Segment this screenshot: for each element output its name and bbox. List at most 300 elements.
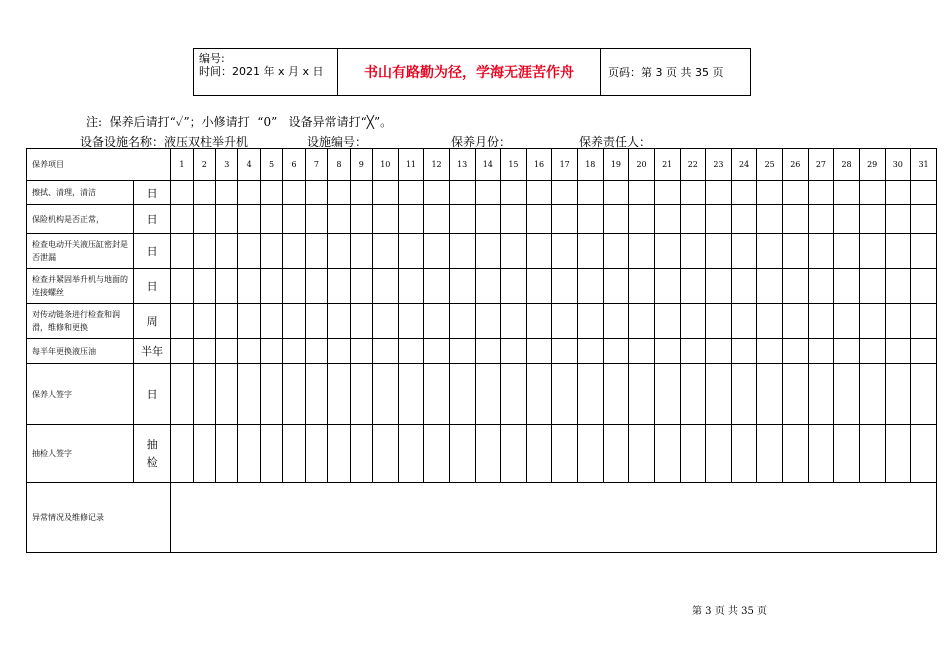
check-cell[interactable]: [398, 425, 424, 483]
check-cell[interactable]: [501, 205, 527, 234]
check-cell[interactable]: [706, 205, 732, 234]
check-cell[interactable]: [238, 205, 260, 234]
check-cell[interactable]: [283, 269, 305, 304]
check-cell[interactable]: [171, 364, 193, 425]
check-cell[interactable]: [654, 339, 680, 364]
check-cell[interactable]: [629, 339, 655, 364]
check-cell[interactable]: [885, 339, 911, 364]
check-cell[interactable]: [731, 425, 757, 483]
check-cell[interactable]: [603, 234, 629, 269]
check-cell[interactable]: [552, 364, 578, 425]
check-cell[interactable]: [424, 269, 450, 304]
check-cell[interactable]: [193, 304, 215, 339]
check-cell[interactable]: [629, 304, 655, 339]
check-cell[interactable]: [283, 181, 305, 205]
check-cell[interactable]: [808, 364, 834, 425]
check-cell[interactable]: [350, 181, 372, 205]
check-cell[interactable]: [706, 181, 732, 205]
check-cell[interactable]: [885, 425, 911, 483]
table-row: [27, 339, 937, 364]
day-header-7: 7: [305, 149, 327, 181]
check-cell[interactable]: [526, 304, 552, 339]
check-cell[interactable]: [373, 425, 399, 483]
check-cell[interactable]: [398, 205, 424, 234]
check-cell[interactable]: [260, 234, 282, 269]
check-cell[interactable]: [328, 234, 350, 269]
check-cell[interactable]: [260, 339, 282, 364]
maintenance-item: 检查电动开关液压缸密封是否泄漏: [27, 234, 134, 269]
check-cell[interactable]: [859, 304, 885, 339]
check-cell[interactable]: [193, 364, 215, 425]
check-cell[interactable]: [350, 269, 372, 304]
remarks-row: [27, 483, 937, 553]
check-cell[interactable]: [911, 364, 937, 425]
check-cell[interactable]: [193, 234, 215, 269]
check-cell[interactable]: [578, 364, 604, 425]
check-cell[interactable]: [911, 339, 937, 364]
check-cell[interactable]: [373, 304, 399, 339]
check-cell[interactable]: [350, 205, 372, 234]
check-cell[interactable]: [885, 269, 911, 304]
check-cell[interactable]: [475, 304, 501, 339]
motto: 书山有路勤为径，学海无涯苦作舟: [338, 49, 601, 95]
check-cell[interactable]: [603, 364, 629, 425]
check-cell[interactable]: [603, 304, 629, 339]
check-cell[interactable]: [757, 234, 783, 269]
check-cell[interactable]: [216, 425, 238, 483]
check-cell[interactable]: [328, 425, 350, 483]
day-header-10: 10: [373, 149, 399, 181]
check-cell[interactable]: [629, 425, 655, 483]
day-header-9: 9: [350, 149, 372, 181]
day-header-15: 15: [501, 149, 527, 181]
day-header-13: 13: [449, 149, 475, 181]
check-cell[interactable]: [238, 425, 260, 483]
check-cell[interactable]: [757, 205, 783, 234]
number-label: 编号:: [199, 52, 225, 65]
check-cell[interactable]: [731, 269, 757, 304]
check-cell[interactable]: [808, 269, 834, 304]
check-cell[interactable]: [859, 425, 885, 483]
check-cell[interactable]: [193, 425, 215, 483]
check-cell[interactable]: [654, 425, 680, 483]
check-cell[interactable]: [424, 205, 450, 234]
check-cell[interactable]: [238, 234, 260, 269]
frequency: 日: [134, 234, 171, 269]
check-cell[interactable]: [783, 181, 809, 205]
day-header-30: 30: [885, 149, 911, 181]
remarks-field[interactable]: [171, 483, 937, 553]
check-cell[interactable]: [283, 234, 305, 269]
check-cell[interactable]: [171, 304, 193, 339]
check-cell[interactable]: [373, 269, 399, 304]
check-cell[interactable]: [834, 269, 860, 304]
check-cell[interactable]: [501, 425, 527, 483]
check-cell[interactable]: [834, 181, 860, 205]
table-header-row: [27, 149, 937, 181]
check-cell[interactable]: [449, 304, 475, 339]
check-cell[interactable]: [603, 181, 629, 205]
check-cell[interactable]: [424, 234, 450, 269]
check-cell[interactable]: [475, 269, 501, 304]
day-header-27: 27: [808, 149, 834, 181]
check-cell[interactable]: [731, 339, 757, 364]
check-cell[interactable]: [449, 339, 475, 364]
check-cell[interactable]: [238, 269, 260, 304]
check-cell[interactable]: [578, 181, 604, 205]
check-cell[interactable]: [911, 205, 937, 234]
check-cell[interactable]: [216, 364, 238, 425]
day-header-3: 3: [216, 149, 238, 181]
day-header-23: 23: [706, 149, 732, 181]
table-row: [27, 364, 937, 425]
check-cell[interactable]: [603, 425, 629, 483]
check-cell[interactable]: [911, 269, 937, 304]
check-cell[interactable]: [216, 181, 238, 205]
check-cell[interactable]: [424, 339, 450, 364]
check-cell[interactable]: [629, 269, 655, 304]
check-cell[interactable]: [171, 269, 193, 304]
check-cell[interactable]: [757, 304, 783, 339]
check-cell[interactable]: [680, 364, 706, 425]
check-cell[interactable]: [731, 304, 757, 339]
check-cell[interactable]: [706, 269, 732, 304]
day-header-25: 25: [757, 149, 783, 181]
check-cell[interactable]: [834, 304, 860, 339]
check-cell[interactable]: [260, 181, 282, 205]
check-cell[interactable]: [373, 181, 399, 205]
check-cell[interactable]: [911, 181, 937, 205]
check-cell[interactable]: [373, 364, 399, 425]
check-cell[interactable]: [501, 364, 527, 425]
check-cell[interactable]: [603, 205, 629, 234]
check-cell[interactable]: [475, 425, 501, 483]
check-cell[interactable]: [305, 181, 327, 205]
check-cell[interactable]: [757, 339, 783, 364]
frequency: 日: [134, 364, 171, 425]
check-cell[interactable]: [424, 364, 450, 425]
check-cell[interactable]: [552, 425, 578, 483]
check-cell[interactable]: [328, 304, 350, 339]
check-cell[interactable]: [859, 205, 885, 234]
table-row: [27, 425, 937, 483]
check-cell[interactable]: [834, 234, 860, 269]
check-cell[interactable]: [603, 339, 629, 364]
check-cell[interactable]: [449, 181, 475, 205]
check-cell[interactable]: [552, 205, 578, 234]
check-cell[interactable]: [373, 339, 399, 364]
check-cell[interactable]: [757, 269, 783, 304]
check-cell[interactable]: [449, 205, 475, 234]
check-cell[interactable]: [757, 181, 783, 205]
page-footer: 第 3 页 共 35 页: [692, 606, 767, 617]
check-cell[interactable]: [911, 304, 937, 339]
check-cell[interactable]: [578, 205, 604, 234]
check-cell[interactable]: [260, 269, 282, 304]
check-cell[interactable]: [216, 234, 238, 269]
check-cell[interactable]: [193, 181, 215, 205]
check-cell[interactable]: [398, 304, 424, 339]
check-cell[interactable]: [171, 181, 193, 205]
check-cell[interactable]: [328, 364, 350, 425]
check-cell[interactable]: [629, 234, 655, 269]
check-cell[interactable]: [859, 234, 885, 269]
check-cell[interactable]: [783, 364, 809, 425]
frequency: 周: [134, 304, 171, 339]
check-cell[interactable]: [238, 181, 260, 205]
check-cell[interactable]: [706, 364, 732, 425]
check-cell[interactable]: [475, 181, 501, 205]
check-cell[interactable]: [603, 269, 629, 304]
check-cell[interactable]: [350, 425, 372, 483]
equipment-name: 设备设施名称：液压双柱举升机: [80, 135, 249, 149]
check-cell[interactable]: [305, 339, 327, 364]
check-cell[interactable]: [283, 304, 305, 339]
check-cell[interactable]: [328, 181, 350, 205]
maintenance-item: 保险机构是否正常，: [27, 205, 134, 234]
check-cell[interactable]: [680, 425, 706, 483]
check-cell[interactable]: [629, 364, 655, 425]
check-cell[interactable]: [578, 304, 604, 339]
check-cell[interactable]: [328, 205, 350, 234]
check-cell[interactable]: [398, 364, 424, 425]
day-header-20: 20: [629, 149, 655, 181]
check-cell[interactable]: [552, 269, 578, 304]
check-cell[interactable]: [783, 205, 809, 234]
check-cell[interactable]: [526, 364, 552, 425]
check-cell[interactable]: [328, 269, 350, 304]
check-cell[interactable]: [911, 425, 937, 483]
check-cell[interactable]: [171, 339, 193, 364]
check-cell[interactable]: [578, 234, 604, 269]
check-cell[interactable]: [238, 304, 260, 339]
check-cell[interactable]: [808, 234, 834, 269]
check-cell[interactable]: [680, 269, 706, 304]
day-header-5: 5: [260, 149, 282, 181]
check-cell[interactable]: [283, 339, 305, 364]
check-cell[interactable]: [526, 339, 552, 364]
day-header-8: 8: [328, 149, 350, 181]
check-cell[interactable]: [552, 234, 578, 269]
check-cell[interactable]: [305, 205, 327, 234]
check-cell[interactable]: [552, 181, 578, 205]
check-cell[interactable]: [424, 181, 450, 205]
check-cell[interactable]: [783, 269, 809, 304]
check-cell[interactable]: [350, 339, 372, 364]
check-cell[interactable]: [526, 181, 552, 205]
check-cell[interactable]: [654, 304, 680, 339]
table-row: [27, 205, 937, 234]
table-row: [27, 234, 937, 269]
check-cell[interactable]: [398, 339, 424, 364]
check-cell[interactable]: [398, 234, 424, 269]
check-cell[interactable]: [501, 339, 527, 364]
check-cell[interactable]: [731, 205, 757, 234]
check-cell[interactable]: [283, 364, 305, 425]
check-cell[interactable]: [449, 364, 475, 425]
check-cell[interactable]: [885, 181, 911, 205]
check-cell[interactable]: [171, 425, 193, 483]
check-cell[interactable]: [654, 205, 680, 234]
header-meta: [194, 49, 338, 95]
check-cell[interactable]: [373, 234, 399, 269]
check-cell[interactable]: [328, 339, 350, 364]
check-cell[interactable]: [654, 181, 680, 205]
day-header-11: 11: [398, 149, 424, 181]
maintenance-item: 对传动链条进行检查和润滑，维修和更换: [27, 304, 134, 339]
check-cell[interactable]: [757, 364, 783, 425]
check-cell[interactable]: [706, 304, 732, 339]
check-cell[interactable]: [526, 234, 552, 269]
check-cell[interactable]: [283, 205, 305, 234]
check-cell[interactable]: [885, 205, 911, 234]
check-cell[interactable]: [501, 269, 527, 304]
check-cell[interactable]: [578, 425, 604, 483]
check-cell[interactable]: [885, 364, 911, 425]
check-cell[interactable]: [526, 425, 552, 483]
day-header-16: 16: [526, 149, 552, 181]
check-cell[interactable]: [731, 181, 757, 205]
check-cell[interactable]: [449, 234, 475, 269]
page-info: 页码：第 3 页 共 35 页: [608, 66, 724, 79]
check-cell[interactable]: [834, 364, 860, 425]
check-cell[interactable]: [260, 425, 282, 483]
check-cell[interactable]: [193, 269, 215, 304]
check-cell[interactable]: [680, 181, 706, 205]
check-cell[interactable]: [706, 234, 732, 269]
maintenance-item: 检查并紧固举升机与地面的连接螺丝: [27, 269, 134, 304]
check-cell[interactable]: [808, 181, 834, 205]
frequency: 日: [134, 181, 171, 205]
check-cell[interactable]: [501, 181, 527, 205]
check-cell[interactable]: [398, 269, 424, 304]
check-cell[interactable]: [552, 304, 578, 339]
check-cell[interactable]: [885, 234, 911, 269]
frequency: 日: [134, 205, 171, 234]
table-row: [27, 269, 937, 304]
day-header-1: 1: [171, 149, 193, 181]
check-cell[interactable]: [911, 234, 937, 269]
check-cell[interactable]: [424, 425, 450, 483]
check-cell[interactable]: [783, 339, 809, 364]
day-header-14: 14: [475, 149, 501, 181]
check-cell[interactable]: [193, 205, 215, 234]
check-cell[interactable]: [783, 234, 809, 269]
check-cell[interactable]: [193, 339, 215, 364]
check-cell[interactable]: [449, 425, 475, 483]
check-cell[interactable]: [501, 304, 527, 339]
check-cell[interactable]: [859, 364, 885, 425]
check-cell[interactable]: [216, 304, 238, 339]
check-cell[interactable]: [783, 425, 809, 483]
check-cell[interactable]: [216, 205, 238, 234]
check-cell[interactable]: [475, 234, 501, 269]
check-cell[interactable]: [424, 304, 450, 339]
check-cell[interactable]: [260, 205, 282, 234]
check-cell[interactable]: [305, 304, 327, 339]
check-cell[interactable]: [731, 234, 757, 269]
check-cell[interactable]: [834, 339, 860, 364]
check-cell[interactable]: [260, 304, 282, 339]
check-cell[interactable]: [680, 205, 706, 234]
check-cell[interactable]: [475, 339, 501, 364]
instruction-note: 注: 保养后请打“✓”；小修请打 “0” 设备异常请打“╳”。: [86, 115, 393, 129]
check-cell[interactable]: [171, 234, 193, 269]
check-cell[interactable]: [305, 425, 327, 483]
check-cell[interactable]: [578, 339, 604, 364]
check-cell[interactable]: [629, 205, 655, 234]
check-cell[interactable]: [808, 339, 834, 364]
check-cell[interactable]: [216, 269, 238, 304]
check-cell[interactable]: [680, 339, 706, 364]
check-cell[interactable]: [680, 234, 706, 269]
check-cell[interactable]: [350, 304, 372, 339]
check-cell[interactable]: [680, 304, 706, 339]
document-header: [193, 48, 751, 96]
check-cell[interactable]: [526, 269, 552, 304]
check-cell[interactable]: [305, 269, 327, 304]
time-label: 时间：2021 年 x 月 x 日: [199, 65, 324, 78]
check-cell[interactable]: [475, 364, 501, 425]
check-cell[interactable]: [859, 339, 885, 364]
check-cell[interactable]: [783, 304, 809, 339]
check-cell[interactable]: [283, 425, 305, 483]
check-cell[interactable]: [398, 181, 424, 205]
check-cell[interactable]: [260, 364, 282, 425]
frequency: 日: [134, 269, 171, 304]
check-cell[interactable]: [706, 425, 732, 483]
responsible-person: 保养责任人：: [579, 135, 652, 149]
check-cell[interactable]: [305, 234, 327, 269]
check-cell[interactable]: [350, 234, 372, 269]
check-cell[interactable]: [808, 205, 834, 234]
check-cell[interactable]: [834, 205, 860, 234]
check-cell[interactable]: [808, 304, 834, 339]
check-cell[interactable]: [171, 205, 193, 234]
check-cell[interactable]: [859, 269, 885, 304]
table-row: [27, 181, 937, 205]
check-cell[interactable]: [731, 364, 757, 425]
check-cell[interactable]: [578, 269, 604, 304]
check-cell[interactable]: [885, 304, 911, 339]
check-cell[interactable]: [501, 234, 527, 269]
check-cell[interactable]: [757, 425, 783, 483]
check-cell[interactable]: [238, 339, 260, 364]
check-cell[interactable]: [373, 205, 399, 234]
check-cell[interactable]: [475, 205, 501, 234]
check-cell[interactable]: [216, 339, 238, 364]
check-cell[interactable]: [449, 269, 475, 304]
check-cell[interactable]: [238, 364, 260, 425]
check-cell[interactable]: [552, 339, 578, 364]
check-cell[interactable]: [305, 364, 327, 425]
day-header-21: 21: [654, 149, 680, 181]
check-cell[interactable]: [629, 181, 655, 205]
check-cell[interactable]: [808, 425, 834, 483]
check-cell[interactable]: [859, 181, 885, 205]
check-cell[interactable]: [654, 269, 680, 304]
day-header-26: 26: [783, 149, 809, 181]
check-cell[interactable]: [834, 425, 860, 483]
check-cell[interactable]: [526, 205, 552, 234]
day-header-12: 12: [424, 149, 450, 181]
check-cell[interactable]: [350, 364, 372, 425]
table-row: [27, 304, 937, 339]
maintenance-table: [26, 148, 937, 553]
check-cell[interactable]: [706, 339, 732, 364]
check-cell[interactable]: [654, 234, 680, 269]
check-cell[interactable]: [654, 364, 680, 425]
